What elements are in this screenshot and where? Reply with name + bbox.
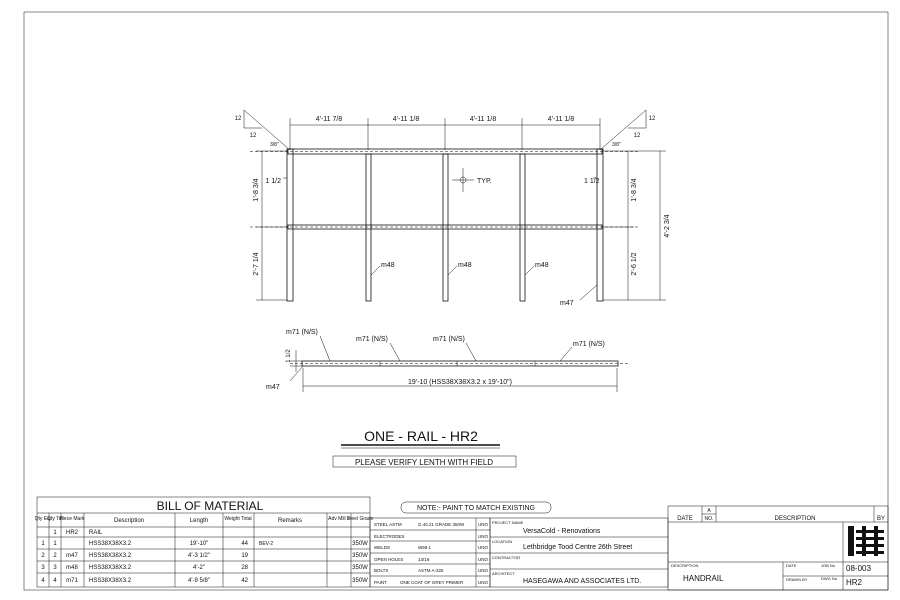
spec-uno: UNO [478,568,488,573]
architect: HASEGAWA AND ASSOCIATES LTD. [523,578,642,585]
plan-length-label: 19'-10 (HSS38X38X3.2 x 19'-10") [408,379,512,386]
drawing-title: ONE - RAIL - HR2 [364,428,478,444]
bom-cell: HSS38X38X3.2 [89,541,132,547]
bom-cell: 4 [53,578,57,584]
rev-by-label: BY [876,516,886,522]
spec-uno: UNO [478,534,488,539]
project-name: VersaCold - Renovations [523,528,601,535]
bom-cell: 44 [241,541,248,547]
architect-label: ARCHITECT [492,571,515,576]
spec-uno: UNO [478,545,488,550]
elevation-view [235,110,671,307]
slope-run-right: 12 [633,133,641,139]
plan-end-mark: m47 [266,384,280,391]
plan-offset-label: 1 1/2 [286,349,292,363]
post-2 [443,154,448,301]
spec-label: BOLTS [374,568,389,573]
bom-cell: HSS38X38X3.2 [89,565,132,571]
spec-label: ELECTRODES [374,534,405,539]
slope-run-left: 12 [249,133,257,139]
plan-mark-3: m71 (N/S) [433,336,465,343]
post-3 [520,154,525,301]
left-lower-dim: 2'-7 1/4 [253,252,260,276]
bom-cell: 350W [352,578,368,584]
bom-header-steel-grade: Steel Grade [346,516,374,522]
bom-header-adv-mill: Adv Mill # [328,516,350,522]
table-row [41,541,368,547]
bom-cell: m48 [66,565,78,571]
verify-note: PLEASE VERIFY LENTH WITH FIELD [354,458,494,467]
right-total-dim: 4'-2 3/4 [664,214,671,238]
tb-job-no: 08-003 [846,564,871,573]
tb-date-label: DATE [786,563,797,568]
bom-cell: 350W [352,541,368,547]
top-dim-1: 4'-11 7/8 [315,116,343,123]
top-dim-4: 4'-11 1/8 [547,116,575,123]
spec-uno: UNO [478,580,488,585]
bom-cell: 19 [241,553,248,559]
bom-cell: 4'-9 5/8" [188,578,210,584]
bom-cell: 350W [352,565,368,571]
slope-rise-right: 12 [648,116,656,122]
spec-label: OPEN HOLES [374,557,404,562]
table-row [41,578,368,584]
bom-cell: m71 [66,578,78,584]
bom-cell: BEV-2 [259,541,274,547]
bom-cell: 1 [53,541,57,547]
bom-cell: m47 [66,553,78,559]
location-label: LOCATION [492,539,513,544]
bom-header-weight: Weight Total [224,516,252,522]
bom-header-qty-ea: Qty Ea. [34,516,52,522]
tb-description-label: DESCRIPTION [671,563,699,568]
spec-value: G.40.21 GRADE 350W [418,522,465,527]
right-upper-dim: 1'-8 3/4 [631,178,638,202]
spec-value: ASTM A-325 [418,568,444,573]
project-name-label: PROJECT NAME [492,520,524,525]
right-top-tick-label: 3/8" [612,142,621,148]
post-mark-1: m48 [381,262,395,269]
company-logo-icon [848,526,884,556]
table-row [41,565,368,571]
left-top-tick-label: 3/8" [270,142,279,148]
inset-right-label: 1 1/2 [584,178,600,185]
bom-cell: 1 [53,530,57,536]
end-post-mark: m47 [560,300,574,307]
bom-header-piece-mark: Piece Mark [59,516,85,522]
bom-header-qty-tot: Qty Tot [47,516,63,522]
spec-uno: UNO [478,522,488,527]
bom-cell: RAIL [89,530,103,536]
bom-cell: 28 [241,565,248,571]
sheet-border [24,12,888,590]
rev-description-label: DESCRIPTION [774,516,816,522]
top-dim-3: 4'-11 1/8 [469,116,497,123]
paint-note: NOTE:- PAINT TO MATCH EXISTING [417,505,535,512]
tb-description: HANDRAIL [683,574,724,583]
bom-header-remarks: Remarks [277,518,303,524]
tb-drawn-by-label: DRAWN BY [786,577,808,582]
typ-symbol [452,168,492,192]
typ-label: TYP. [477,178,492,185]
tb-dwg-no-label: DWG No [821,576,837,581]
spec-label: STEEL ASTM [374,522,402,527]
spec-value: W59.1 [418,545,432,550]
spec-value: 13/16 [418,557,430,562]
title-block [668,522,888,590]
post-mark-2: m48 [458,262,472,269]
table-row [41,553,368,559]
bom-header-description: Description [113,518,145,524]
left-upper-dim: 1'-8 3/4 [253,178,260,202]
bom-cell: 2 [41,553,45,559]
bom-cell: HSS38X38X3.2 [89,553,132,559]
inset-left-label: 1 1/2 [265,178,281,185]
project-info [490,518,668,587]
slope-symbol-left [244,110,262,128]
spec-value: ONE COAT OF GREY PRIMER [400,580,464,585]
post-mark-3: m48 [535,262,549,269]
bom-cell: 4'-2" [193,565,205,571]
slope-rise-left: 12 [234,116,242,122]
bom-cell: 4 [41,578,45,584]
bom-cell: 1 [41,541,45,547]
rev-letter: A [707,508,711,514]
bom-cell: 3 [41,565,45,571]
spec-uno: UNO [478,557,488,562]
bom-cell: 42 [241,578,248,584]
plan-mark-2: m71 (N/S) [356,336,388,343]
spec-label: WELDS [374,545,391,550]
spec-table [370,518,490,587]
top-dim-2: 4'-11 1/8 [392,116,420,123]
plan-mark-1: m71 (N/S) [286,329,318,336]
bom-cell: 3 [53,565,57,571]
contractor-label: CONTRACTOR [492,555,521,560]
bom-cell: HSS38X38X3.2 [89,578,132,584]
bom-cell: 19'-10" [189,541,209,547]
tb-dwg-no: HR2 [846,578,863,587]
bom-title: BILL OF MATERIAL [156,499,264,513]
right-lower-dim: 2'-6 1/2 [631,252,638,276]
post-1 [366,154,371,301]
bom-header-length: Length [189,518,209,524]
bill-of-material [35,497,374,587]
tb-job-no-label: JOB No [821,563,836,568]
rev-no-label: NO. [704,516,714,522]
bom-cell: 4'-3 1/2" [188,553,210,559]
rev-date-label: DATE [677,516,693,522]
plan-mark-4: m71 (N/S) [573,341,605,348]
plan-view [266,329,630,392]
bom-cell: HR2 [65,530,79,536]
spec-label: PAINT [374,580,387,585]
bom-cell: 350W [352,553,368,559]
slope-symbol-right [628,110,646,128]
bom-cell: 2 [53,553,57,559]
location: Lethbridge Tood Centre 26th Street [523,544,633,551]
